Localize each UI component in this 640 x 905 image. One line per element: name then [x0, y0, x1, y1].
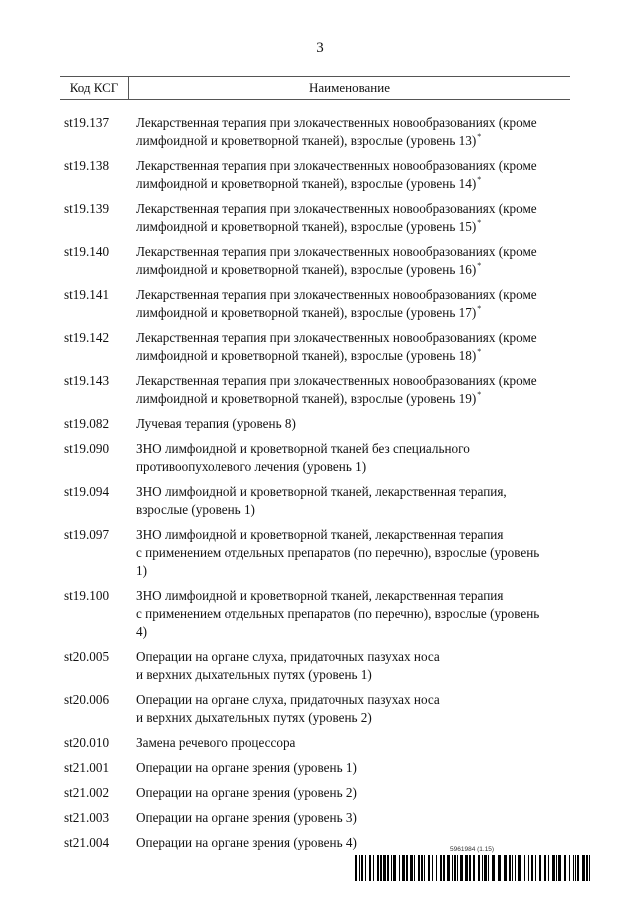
table-row: [60, 286, 570, 322]
ksg-code: st21.004: [64, 835, 110, 850]
ksg-code: st21.002: [64, 785, 110, 800]
table-row: [60, 483, 570, 519]
table-row: [60, 648, 570, 684]
ksg-name-line: [136, 759, 570, 777]
table-row: [60, 372, 570, 408]
table-row: [60, 784, 570, 802]
footnote-asterisk: *: [477, 347, 482, 356]
header-code: Код КСГ: [60, 77, 129, 99]
ksg-name-line: [136, 243, 570, 261]
ksg-name-line: [136, 329, 570, 347]
table-row: [60, 691, 570, 727]
ksg-name-line: [136, 372, 570, 390]
table-body: [60, 100, 570, 852]
ksg-code: st19.094: [64, 484, 110, 499]
table-row: [60, 440, 570, 476]
ksg-name-line: [136, 175, 570, 193]
ksg-name-text: Лекарственная терапия при злокачественных новообразованиях (кроме: [136, 158, 537, 173]
ksg-name-line: [136, 562, 570, 580]
ksg-name-text: Лекарственная терапия при злокачественных новообразованиях (кроме: [136, 373, 537, 388]
footnote-asterisk: *: [477, 132, 482, 141]
table-row: [60, 587, 570, 641]
ksg-name: [128, 483, 570, 519]
ksg-code: st19.141: [64, 287, 110, 302]
ksg-name-text: лимфоидной и кроветворной тканей), взрослые (уровень 15): [136, 219, 477, 234]
ksg-name-text: взрослые (уровень 1): [136, 502, 255, 517]
ksg-name: [128, 286, 570, 322]
ksg-name-text: Операции на органе зрения (уровень 2): [136, 785, 357, 800]
ksg-name-text: Лекарственная терапия при злокачественных новообразованиях (кроме: [136, 115, 537, 130]
ksg-name-text: противоопухолевого лечения (уровень 1): [136, 459, 367, 474]
ksg-name: [128, 691, 570, 727]
ksg-name-text: ЗНО лимфоидной и кроветворной тканей, лекарственная терапия: [136, 588, 504, 603]
barcode-icon: [355, 855, 592, 881]
ksg-code: st21.003: [64, 810, 110, 825]
ksg-name-text: Операции на органе зрения (уровень 1): [136, 760, 357, 775]
ksg-name-text: 1): [136, 563, 147, 578]
ksg-name: [128, 784, 570, 802]
ksg-name: [128, 200, 570, 236]
table-row: [60, 759, 570, 777]
ksg-name-text: Лекарственная терапия при злокачественных новообразованиях (кроме: [136, 287, 537, 302]
ksg-name-line: [136, 648, 570, 666]
ksg-name-text: Лекарственная терапия при злокачественных новообразованиях (кроме: [136, 330, 537, 345]
ksg-name-line: [136, 544, 570, 562]
ksg-name-text: с применением отдельных препаратов (по перечню), взрослые (уровень: [136, 545, 540, 560]
ksg-code: st19.143: [64, 373, 110, 388]
ksg-name-line: [136, 483, 570, 501]
ksg-name-line: [136, 286, 570, 304]
ksg-name-text: и верхних дыхательных путях (уровень 2): [136, 710, 372, 725]
ksg-code: st19.137: [64, 115, 110, 130]
ksg-name: [128, 114, 570, 150]
ksg-name-line: [136, 132, 570, 150]
ksg-name-text: Лучевая терапия (уровень 8): [136, 416, 296, 431]
ksg-code: st21.001: [64, 760, 110, 775]
ksg-name-text: лимфоидной и кроветворной тканей), взрослые (уровень 16): [136, 262, 477, 277]
ksg-name-line: [136, 709, 570, 727]
ksg-name: [128, 587, 570, 641]
ksg-name-line: [136, 458, 570, 476]
barcode-label: 5961984 (1.15): [450, 846, 495, 853]
table-row: [60, 415, 570, 433]
ksg-code: st19.139: [64, 201, 110, 216]
ksg-name-text: Лекарственная терапия при злокачественных новообразованиях (кроме: [136, 244, 537, 259]
ksg-name: [128, 329, 570, 365]
ksg-name-line: [136, 734, 570, 752]
ksg-name: [128, 440, 570, 476]
ksg-name-text: Операции на органе зрения (уровень 3): [136, 810, 357, 825]
ksg-code: st19.140: [64, 244, 110, 259]
ksg-name: [128, 809, 570, 827]
ksg-name-line: [136, 390, 570, 408]
footnote-asterisk: *: [477, 390, 482, 399]
table-row: [60, 200, 570, 236]
ksg-name-text: ЗНО лимфоидной и кроветворной тканей без специального: [136, 441, 470, 456]
ksg-name-text: ЗНО лимфоидной и кроветворной тканей, лекарственная терапия,: [136, 484, 507, 499]
ksg-code: st20.010: [64, 735, 110, 750]
ksg-name-text: лимфоидной и кроветворной тканей), взрослые (уровень 19): [136, 391, 477, 406]
ksg-name-text: Операции на органе слуха, придаточных пазухах носа: [136, 649, 440, 664]
footnote-asterisk: *: [477, 218, 482, 227]
table-row: [60, 809, 570, 827]
ksg-name: [128, 243, 570, 279]
footnote-asterisk: *: [477, 175, 482, 184]
table-row: [60, 734, 570, 752]
ksg-name-text: Операции на органе слуха, придаточных пазухах носа: [136, 692, 440, 707]
ksg-code: st20.006: [64, 692, 110, 707]
ksg-code: st20.005: [64, 649, 110, 664]
page-number: 3: [316, 40, 324, 56]
ksg-name-line: [136, 666, 570, 684]
ksg-name-line: [136, 200, 570, 218]
ksg-name-text: лимфоидной и кроветворной тканей), взрослые (уровень 14): [136, 176, 477, 191]
table-row: [60, 157, 570, 193]
ksg-name-text: Замена речевого процессора: [136, 735, 296, 750]
ksg-code: st19.142: [64, 330, 110, 345]
document-barcode: [355, 846, 592, 882]
ksg-name-text: Лекарственная терапия при злокачественных новообразованиях (кроме: [136, 201, 537, 216]
ksg-name-line: [136, 809, 570, 827]
ksg-name-line: [136, 347, 570, 365]
table-row: [60, 114, 570, 150]
ksg-name-line: [136, 440, 570, 458]
table-row: [60, 329, 570, 365]
ksg-name-text: ЗНО лимфоидной и кроветворной тканей, лекарственная терапия: [136, 527, 504, 542]
ksg-name-line: [136, 114, 570, 132]
ksg-name-text: лимфоидной и кроветворной тканей), взрослые (уровень 17): [136, 305, 477, 320]
ksg-name: [128, 759, 570, 777]
ksg-name-text: с применением отдельных препаратов (по перечню), взрослые (уровень: [136, 606, 540, 621]
footnote-asterisk: *: [477, 304, 482, 313]
ksg-name-line: [136, 218, 570, 236]
ksg-name-line: [136, 605, 570, 623]
ksg-name-line: [136, 157, 570, 175]
ksg-name-text: лимфоидной и кроветворной тканей), взрослые (уровень 18): [136, 348, 477, 363]
ksg-name: [128, 157, 570, 193]
ksg-name-line: [136, 784, 570, 802]
footnote-asterisk: *: [477, 261, 482, 270]
ksg-name-line: [136, 526, 570, 544]
ksg-code: st19.090: [64, 441, 110, 456]
header-name: Наименование: [309, 80, 390, 95]
ksg-name-line: [136, 623, 570, 641]
ksg-name-text: 4): [136, 624, 147, 639]
ksg-name: [128, 734, 570, 752]
ksg-name-line: [136, 501, 570, 519]
ksg-name-text: лимфоидной и кроветворной тканей), взрослые (уровень 13): [136, 133, 477, 148]
ksg-code: st19.138: [64, 158, 110, 173]
ksg-name-line: [136, 304, 570, 322]
ksg-name-text: Операции на органе зрения (уровень 4): [136, 835, 357, 850]
ksg-name: [128, 526, 570, 580]
ksg-name: [128, 648, 570, 684]
table-row: [60, 243, 570, 279]
ksg-code: st19.100: [64, 588, 110, 603]
ksg-name-line: [136, 587, 570, 605]
ksg-name-line: [136, 691, 570, 709]
ksg-table: [60, 76, 570, 859]
ksg-name-line: [136, 261, 570, 279]
ksg-code: st19.082: [64, 416, 110, 431]
ksg-name: [128, 415, 570, 433]
table-row: [60, 526, 570, 580]
ksg-code: st19.097: [64, 527, 110, 542]
table-header: [60, 76, 570, 100]
ksg-name-text: и верхних дыхательных путях (уровень 1): [136, 667, 372, 682]
ksg-name-line: [136, 415, 570, 433]
ksg-name: [128, 372, 570, 408]
